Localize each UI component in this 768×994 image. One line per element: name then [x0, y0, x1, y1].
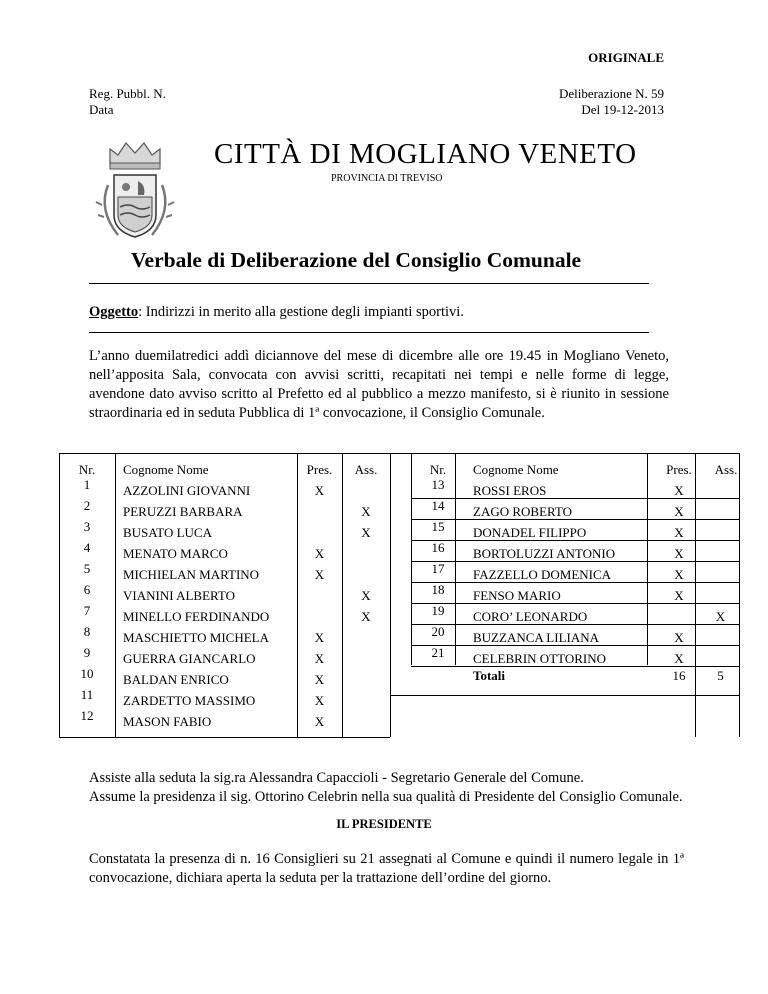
row-name: MINELLO FERDINANDO — [123, 609, 270, 624]
row-name: MASCHIETTO MICHELA — [123, 630, 270, 645]
row-name: ROSSI EROS — [473, 483, 547, 498]
presidente-heading: IL PRESIDENTE — [336, 817, 432, 831]
header-name-right: Cognome Nome — [473, 462, 559, 477]
deliberation-number: Deliberazione N. 59 — [558, 86, 664, 101]
row-nr: 12 — [80, 708, 94, 723]
document-title: Verbale di Deliberazione del Consiglio Comunale — [131, 248, 582, 272]
row-name: BALDAN ENRICO — [123, 672, 229, 687]
header-pres-right: Pres. — [666, 462, 692, 477]
table-right-bottom-border — [390, 695, 739, 696]
row-name: BUSATO LUCA — [123, 525, 212, 540]
row-nr: 10 — [80, 666, 94, 681]
row-name: BORTOLUZZI ANTONIO — [473, 546, 616, 561]
row-ass — [342, 480, 390, 501]
row-ass — [342, 564, 390, 585]
row-pres — [297, 606, 342, 627]
presidency-line: Assume la presidenza il sig. Ottorino Celebrin nella sua qualità di Presidente del Consiglio Comunale. — [89, 789, 683, 805]
presidente-paragraph: Constatata la presenza di n. 16 Consiglieri su 21 assegnati al Comune e quindi il numero legale in 1ª convocazione, dichiara aperta la seduta per la trattazione dell’ordine del giorno. — [89, 851, 684, 886]
row-pres: X — [674, 588, 684, 603]
row-name: FAZZELLO DOMENICA — [473, 567, 612, 582]
totals-ass: 5 — [717, 668, 724, 683]
row-nr: 13 — [431, 477, 445, 492]
row-nr: 16 — [431, 540, 445, 555]
row-name: FENSO MARIO — [473, 588, 561, 603]
row-ass: X — [361, 588, 371, 603]
row-ass: X — [361, 609, 371, 624]
totals-pres: 16 — [672, 668, 686, 683]
row-nr: 20 — [431, 624, 445, 639]
row-pres: X — [314, 546, 325, 561]
row-name: PERUZZI BARBARA — [123, 504, 243, 519]
row-pres: X — [314, 651, 325, 666]
row-pres: X — [314, 483, 325, 498]
row-pres: X — [674, 630, 684, 645]
row-name: MASON FABIO — [123, 714, 212, 729]
subject-divider — [89, 332, 649, 333]
row-pres: X — [314, 693, 325, 708]
coat-of-arms-icon — [88, 135, 183, 245]
row-pres: X — [314, 630, 325, 645]
row-ass — [342, 543, 390, 564]
totals-label: Totali — [473, 668, 506, 683]
row-pres: X — [674, 567, 684, 582]
table-vline — [115, 453, 116, 737]
row-name: CORO’ LEONARDO — [473, 609, 588, 624]
header-pres-left: Pres. — [306, 462, 333, 477]
table-bottom-border — [59, 737, 390, 738]
table-vline — [647, 453, 648, 665]
header-ass-left: Ass. — [354, 462, 378, 477]
secretary-line: Assiste alla seduta la sig.ra Alessandra Capaccioli - Segretario Generale del Comune. — [89, 770, 584, 786]
row-ass — [342, 669, 390, 690]
row-nr: 19 — [431, 603, 445, 618]
header-ass-right: Ass. — [714, 462, 738, 477]
row-nr: 18 — [431, 582, 445, 597]
row-ass — [342, 690, 390, 711]
row-pres: X — [674, 525, 684, 540]
row-pres — [297, 501, 342, 522]
row-nr: 8 — [83, 624, 91, 639]
subject-text: : Indirizzi in merito alla gestione degli impianti sportivi. — [138, 304, 464, 320]
row-pres — [297, 585, 342, 606]
date-label: Data — [89, 102, 114, 117]
row-nr: 3 — [83, 519, 91, 534]
table-top-border — [59, 453, 739, 454]
header-name-left: Cognome Nome — [123, 462, 209, 477]
row-pres: X — [674, 483, 684, 498]
row-name: BUZZANCA LILIANA — [473, 630, 600, 645]
row-pres: X — [674, 504, 684, 519]
row-pres: X — [314, 714, 325, 729]
row-ass — [342, 648, 390, 669]
city-name: CITTÀ DI MOGLIANO VENETO — [214, 138, 637, 170]
row-nr: 5 — [83, 561, 91, 576]
header-nr-right: Nr. — [429, 462, 447, 477]
row-nr: 1 — [83, 477, 91, 492]
subject-label: Oggetto — [89, 304, 139, 320]
row-name: AZZOLINI GIOVANNI — [123, 483, 251, 498]
row-pres: X — [674, 546, 684, 561]
row-name: CELEBRIN OTTORINO — [473, 651, 607, 666]
row-nr: 21 — [431, 645, 445, 660]
row-nr: 4 — [83, 540, 91, 555]
row-nr: 17 — [431, 561, 445, 576]
row-ass — [342, 627, 390, 648]
row-pres — [297, 522, 342, 543]
row-nr: 9 — [83, 645, 91, 660]
deliberation-date: Del 19-12-2013 — [581, 102, 664, 117]
row-name: DONADEL FILIPPO — [473, 525, 587, 540]
original-stamp: ORIGINALE — [588, 50, 664, 65]
header-nr-left: Nr. — [78, 462, 96, 477]
intro-paragraph: L’anno duemilatredici addì diciannove del mese di dicembre alle ore 19.45 in Mogliano Veneto, nell’apposita Sala, convocata con avvisi scritti, recapitati nei tempi e nelle forme di legge, avendone dato avviso scritto al Prefetto ed al pubblico a mezzo manifesto, si è riunito in sessione straordinaria ed in seduta Pubblica di 1ª convocazione, il Consiglio Comunale. — [89, 348, 669, 421]
row-nr: 6 — [83, 582, 91, 597]
row-name: GUERRA GIANCARLO — [123, 651, 256, 666]
row-name: MENATO MARCO — [123, 546, 228, 561]
row-name: MICHIELAN MARTINO — [123, 567, 260, 582]
subject-line — [89, 303, 464, 322]
row-pres: X — [674, 651, 684, 666]
row-nr: 11 — [80, 687, 94, 702]
row-pres: X — [314, 672, 325, 687]
row-name: ZARDETTO MASSIMO — [123, 693, 256, 708]
title-divider — [89, 283, 649, 284]
row-ass: X — [715, 609, 726, 624]
reg-pubbl-label: Reg. Pubbl. N. — [89, 86, 166, 101]
row-ass: X — [361, 504, 371, 519]
row-nr: 2 — [83, 498, 91, 513]
row-name: VIANINI ALBERTO — [123, 588, 235, 603]
row-name: ZAGO ROBERTO — [473, 504, 573, 519]
row-nr: 7 — [83, 603, 91, 618]
province-name: PROVINCIA DI TREVISO — [331, 173, 443, 184]
row-nr: 15 — [431, 519, 445, 534]
row-nr: 14 — [431, 498, 445, 513]
attendance-table — [59, 453, 739, 737]
row-pres: X — [314, 567, 325, 582]
row-ass: X — [361, 525, 371, 540]
table-vline — [739, 453, 740, 737]
row-ass — [342, 711, 390, 732]
